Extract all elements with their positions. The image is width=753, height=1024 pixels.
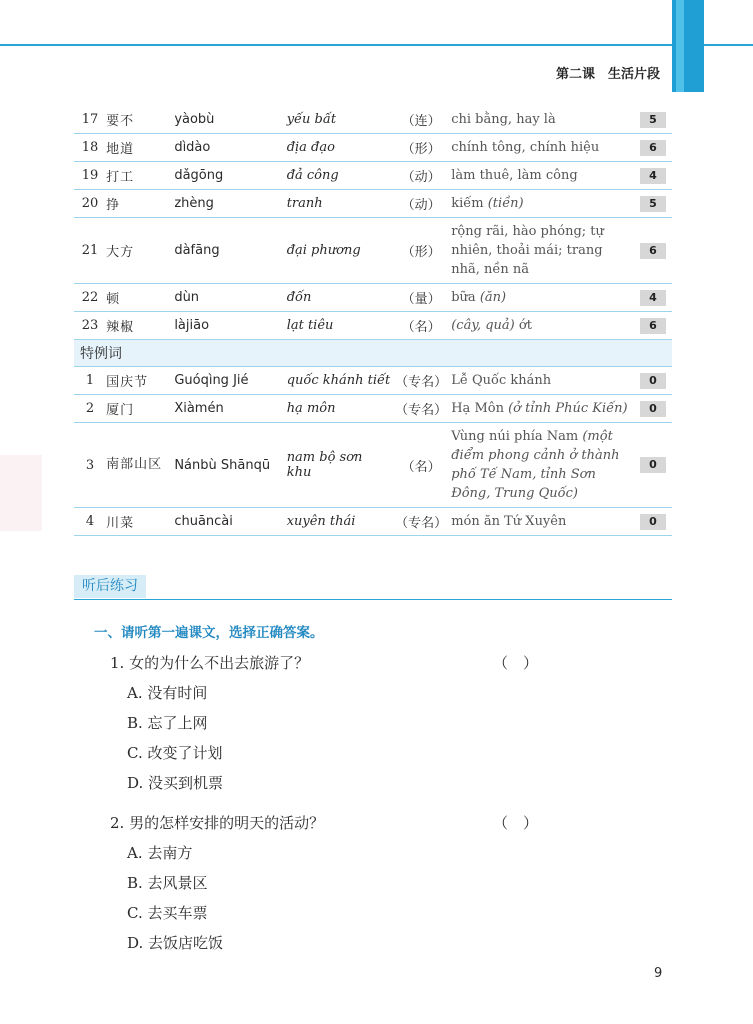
level-badge: 6 bbox=[640, 243, 666, 259]
side-tab-marker bbox=[0, 455, 42, 531]
word-pinyin: dìdào bbox=[174, 134, 286, 162]
word-pinyin: yàobù bbox=[174, 106, 286, 134]
word-pinyin: Guóqìng Jié bbox=[174, 367, 286, 395]
table-row bbox=[74, 190, 672, 218]
word-number: 3 bbox=[74, 423, 106, 508]
word-pinyin: Xiàmén bbox=[174, 395, 286, 423]
word-pinyin: chuāncài bbox=[174, 508, 286, 536]
question-1-option-a[interactable]: A. 没有时间 bbox=[127, 684, 208, 702]
meaning-note: (tiền) bbox=[487, 196, 524, 211]
meaning-note: (ở tỉnh Phúc Kiến) bbox=[508, 401, 628, 416]
word-part-of-speech: （量） bbox=[391, 284, 451, 312]
word-pinyin: zhèng bbox=[174, 190, 286, 218]
question-1-option-b[interactable]: B. 忘了上网 bbox=[127, 714, 208, 732]
word-hanzi: 地道 bbox=[106, 134, 174, 162]
word-sino-vietnamese: hạ môn bbox=[287, 395, 391, 423]
word-pinyin: Nánbù Shānqū bbox=[174, 423, 286, 508]
level-badge: 6 bbox=[640, 318, 666, 334]
question-2-option-c[interactable]: C. 去买车票 bbox=[127, 904, 208, 922]
level-badge: 4 bbox=[640, 168, 666, 184]
word-meaning: chính tông, chính hiệu bbox=[451, 134, 634, 162]
question-1-text: 1. 女的为什么不出去旅游了？ bbox=[110, 654, 310, 672]
word-sino-vietnamese: lạt tiêu bbox=[287, 312, 391, 340]
word-pinyin: dàfāng bbox=[174, 218, 286, 284]
word-hanzi: 顿 bbox=[106, 284, 174, 312]
word-number: 19 bbox=[74, 162, 106, 190]
special-words-section-row bbox=[74, 340, 672, 367]
table-row bbox=[74, 423, 672, 508]
table-row bbox=[74, 367, 672, 395]
word-meaning: chi bằng, hay là bbox=[451, 106, 634, 134]
word-pinyin: làjiāo bbox=[174, 312, 286, 340]
word-meaning bbox=[451, 423, 634, 508]
practice-section-header bbox=[74, 575, 672, 600]
table-row bbox=[74, 284, 672, 312]
word-number: 21 bbox=[74, 218, 106, 284]
word-number: 22 bbox=[74, 284, 106, 312]
meaning-text: Vùng núi phía Nam bbox=[451, 429, 579, 444]
word-meaning: Lễ Quốc khánh bbox=[451, 367, 634, 395]
word-sino-vietnamese: tranh bbox=[287, 190, 391, 218]
meaning-text: ớt bbox=[518, 318, 532, 333]
chapter-tab-marker bbox=[672, 0, 704, 92]
word-part-of-speech: （专名） bbox=[391, 508, 451, 536]
question-1-option-c[interactable]: C. 改变了计划 bbox=[127, 744, 223, 762]
word-pinyin: dùn bbox=[174, 284, 286, 312]
word-hanzi: 挣 bbox=[106, 190, 174, 218]
word-sino-vietnamese: xuyên thái bbox=[287, 508, 391, 536]
level-badge: 5 bbox=[640, 196, 666, 212]
word-pinyin: dǎgōng bbox=[174, 162, 286, 190]
level-badge: 6 bbox=[640, 140, 666, 156]
word-number: 4 bbox=[74, 508, 106, 536]
question-2-answer-blank[interactable]: （ ） bbox=[493, 814, 539, 832]
word-meaning bbox=[451, 312, 634, 340]
word-sino-vietnamese: đả công bbox=[287, 162, 391, 190]
word-hanzi: 辣椒 bbox=[106, 312, 174, 340]
question-1-option-d[interactable]: D. 没买到机票 bbox=[127, 774, 224, 792]
meaning-text: kiếm bbox=[451, 196, 484, 211]
word-part-of-speech: （连） bbox=[391, 106, 451, 134]
word-number: 1 bbox=[74, 367, 106, 395]
word-number: 20 bbox=[74, 190, 106, 218]
top-rule bbox=[0, 44, 753, 46]
meaning-note: (ăn) bbox=[479, 290, 507, 305]
word-hanzi: 川菜 bbox=[106, 508, 174, 536]
word-part-of-speech: （专名） bbox=[391, 367, 451, 395]
word-sino-vietnamese: địa đạo bbox=[287, 134, 391, 162]
question-2-option-d[interactable]: D. 去饭店吃饭 bbox=[127, 934, 224, 952]
word-part-of-speech: （名） bbox=[391, 423, 451, 508]
word-meaning: rộng rãi, hào phóng; tự nhiên, thoải mái; trang nhã, nền nã bbox=[451, 218, 634, 284]
page-header-title: 第二课 生活片段 bbox=[555, 67, 660, 82]
exercise-instruction: 一、请听第一遍课文，选择正确答案。 bbox=[94, 625, 324, 641]
word-sino-vietnamese: quốc khánh tiết bbox=[287, 367, 391, 395]
word-meaning: món ăn Tứ Xuyên bbox=[451, 508, 634, 536]
table-row bbox=[74, 106, 672, 134]
word-number: 2 bbox=[74, 395, 106, 423]
question-2-option-b[interactable]: B. 去风景区 bbox=[127, 874, 208, 892]
question-2-option-a[interactable]: A. 去南方 bbox=[127, 844, 193, 862]
word-number: 17 bbox=[74, 106, 106, 134]
table-row bbox=[74, 508, 672, 536]
vocabulary-table bbox=[74, 106, 672, 536]
level-badge: 0 bbox=[640, 401, 666, 417]
level-badge: 0 bbox=[640, 373, 666, 389]
word-meaning bbox=[451, 284, 634, 312]
word-meaning: làm thuê, làm công bbox=[451, 162, 634, 190]
word-part-of-speech: （形） bbox=[391, 134, 451, 162]
practice-section-label: 听后练习 bbox=[74, 575, 146, 598]
word-part-of-speech: （形） bbox=[391, 218, 451, 284]
level-badge: 0 bbox=[640, 457, 666, 473]
meaning-note: (cây, quả) bbox=[451, 318, 515, 333]
word-meaning bbox=[451, 395, 634, 423]
word-sino-vietnamese: nam bộ sơn khu bbox=[287, 423, 391, 508]
level-badge: 5 bbox=[640, 112, 666, 128]
word-hanzi: 南部山区 bbox=[106, 423, 174, 508]
word-hanzi: 国庆节 bbox=[106, 367, 174, 395]
level-badge: 4 bbox=[640, 290, 666, 306]
word-sino-vietnamese: đại phương bbox=[287, 218, 391, 284]
table-row bbox=[74, 312, 672, 340]
table-row bbox=[74, 134, 672, 162]
question-1-answer-blank[interactable]: （ ） bbox=[493, 654, 539, 672]
word-hanzi: 厦门 bbox=[106, 395, 174, 423]
special-words-heading: 特例词 bbox=[74, 340, 672, 367]
word-sino-vietnamese: đốn bbox=[287, 284, 391, 312]
word-meaning bbox=[451, 190, 634, 218]
table-row bbox=[74, 395, 672, 423]
word-part-of-speech: （专名） bbox=[391, 395, 451, 423]
word-number: 23 bbox=[74, 312, 106, 340]
word-hanzi: 要不 bbox=[106, 106, 174, 134]
meaning-text: bữa bbox=[451, 290, 476, 305]
level-badge: 0 bbox=[640, 514, 666, 530]
meaning-text: Hạ Môn bbox=[451, 401, 504, 416]
meaning-note: (một điểm phong cảnh ở thành phố Tế Nam, tỉnh Sơn Đông, Trung Quốc) bbox=[451, 429, 620, 501]
table-row bbox=[74, 162, 672, 190]
word-hanzi: 大方 bbox=[106, 218, 174, 284]
word-part-of-speech: （名） bbox=[391, 312, 451, 340]
table-row bbox=[74, 218, 672, 284]
word-part-of-speech: （动） bbox=[391, 162, 451, 190]
word-part-of-speech: （动） bbox=[391, 190, 451, 218]
page-number: 9 bbox=[654, 966, 663, 981]
word-number: 18 bbox=[74, 134, 106, 162]
word-hanzi: 打工 bbox=[106, 162, 174, 190]
word-sino-vietnamese: yếu bất bbox=[287, 106, 391, 134]
question-2-text: 2. 男的怎样安排的明天的活动？ bbox=[110, 814, 325, 832]
